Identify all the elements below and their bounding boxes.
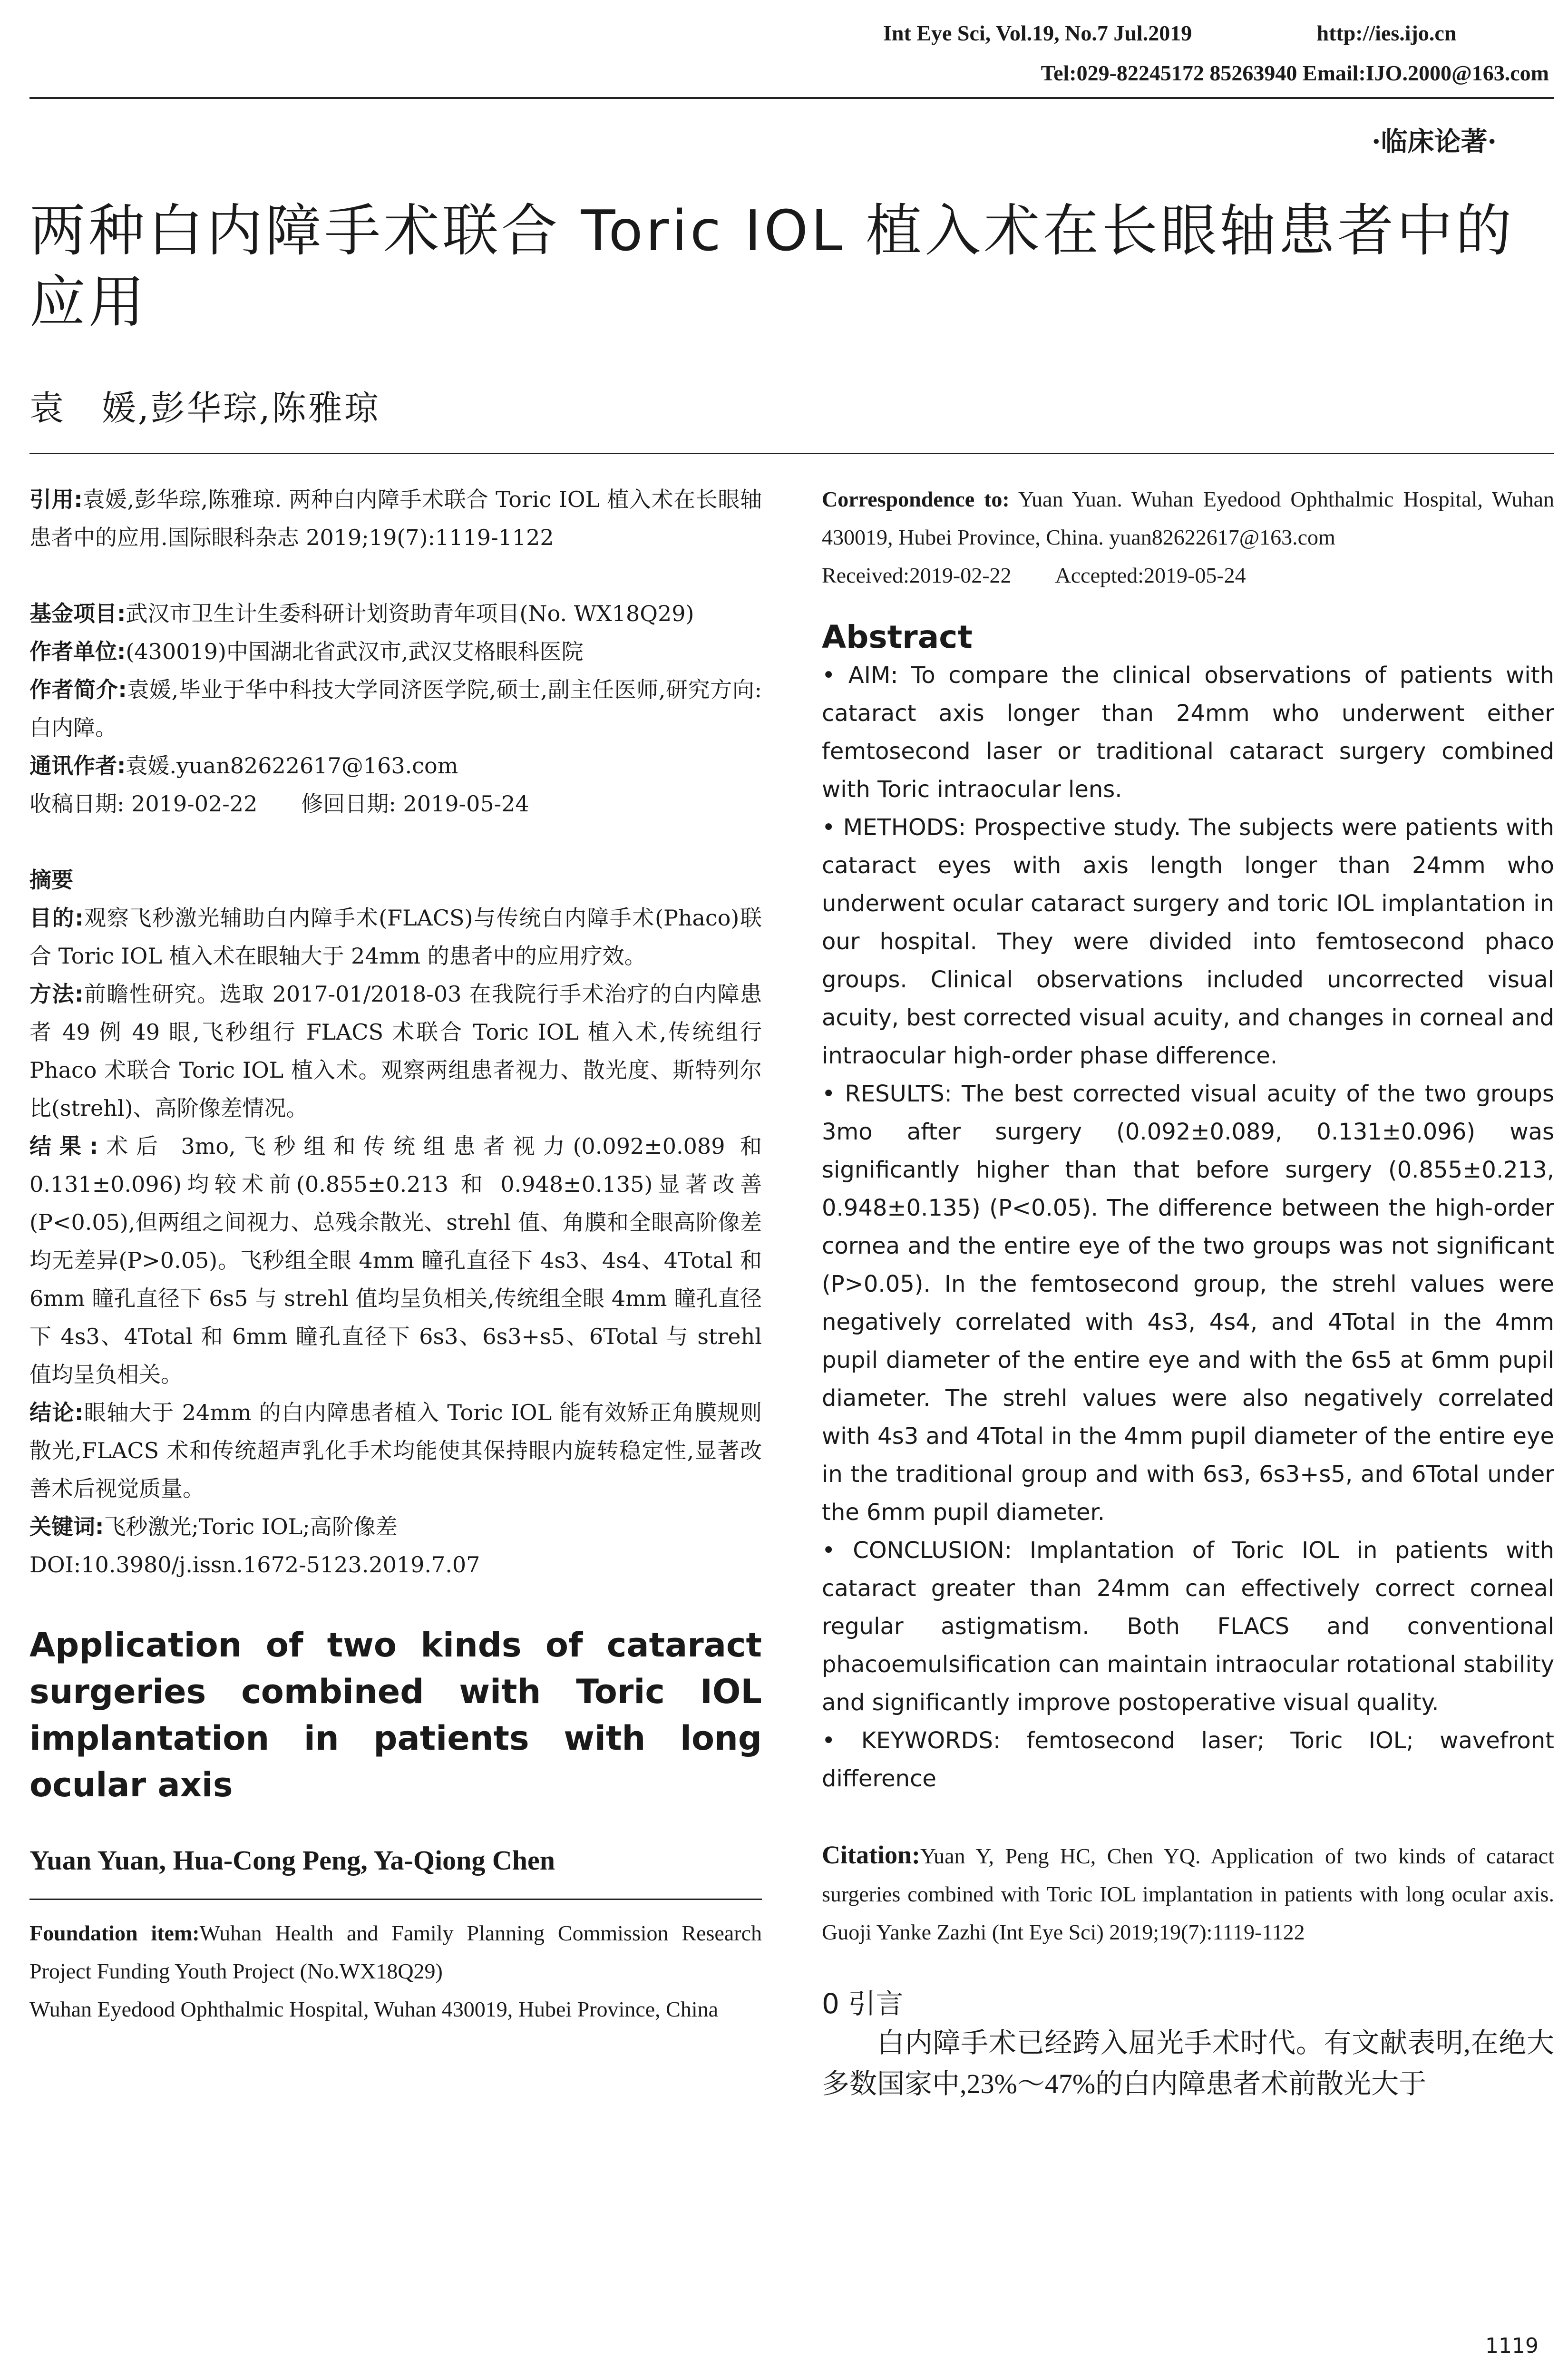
authors-cn: 袁 媛,彭华琮,陈雅琼 bbox=[29, 388, 380, 428]
english-title: Application of two kinds of cataract surgeries combined with Toric IOL implantation in patients with long ocular axis bbox=[29, 1626, 762, 1804]
right-column bbox=[822, 480, 1554, 2104]
keywords-en: • KEYWORDS: femtosecond laser; Toric IOL; wavefront difference bbox=[822, 1727, 1554, 1792]
results-en: • RESULTS: The best corrected visual acuity of the two groups 3mo after surgery (0.092±0.089, 0.131±0.096) was significantly higher than that before surgery (0.855±0.213, 0.948±0.135) (P<0.05). The difference between the high-order cornea and the entire eye of the two groups was not significant (P>0.05). In the femtosecond group, the strehl values were negatively correlated with 4s3, 4s4, and 4Total in the 4mm pupil diameter of the entire eye and with the 6s5 at 6mm pupil diameter. The strehl values were also negatively correlated with 4s3 and 4Total in the 4mm pupil diameter of the entire eye in the traditional group and with 6s3, 6s3+s5, and 6Total under the 6mm pupil diameter. bbox=[822, 1081, 1554, 1526]
section-tag: ·临床论著· bbox=[1372, 126, 1497, 157]
english-authors: Yuan Yuan, Hua-Cong Peng, Ya-Qiong Chen bbox=[29, 1845, 555, 1876]
intro-paragraph: 白内障手术已经跨入屈光手术时代。有文献表明,在绝大多数国家中,23%～47%的白内障患者术前散光大于 bbox=[822, 2027, 1554, 2099]
citation-en: Citation:Yuan Y, Peng HC, Chen YQ. Application of two kinds of cataract surgeries combined with Toric IOL implantation in patients with long ocular axis. Guoji Yanke Zazhi (Int Eye Sci) 2019;19(7):1119-1122 bbox=[822, 1841, 1554, 1944]
left-column bbox=[29, 480, 762, 2028]
corr-cn: 通讯作者:袁媛.yuan82622617@163.com bbox=[29, 753, 458, 779]
fund-cn: 基金项目:武汉市卫生计生委科研计划资助青年项目(No. WX18Q29) bbox=[29, 601, 694, 626]
bio-cn: 作者简介:袁媛,毕业于华中科技大学同济医学院,硕士,副主任医师,研究方向:白内障。 bbox=[29, 677, 762, 740]
received-en: Received:2019-02-22 Accepted:2019-05-24 bbox=[822, 563, 1246, 587]
aim-en: • AIM: To compare the clinical observations of patients with cataract axis longer than 24mm who underwent either femtosecond laser or traditional cataract surgery combined with Toric intraocular lens. bbox=[822, 662, 1554, 803]
conclusion-en: • CONCLUSION: Implantation of Toric IOL in patients with cataract greater than 24mm can effectively correct corneal regular astigmatism. Both FLACS and conventional phacoemulsification can maintain intraocular rotational stability and significantly improve postoperative visual quality. bbox=[822, 1537, 1555, 1716]
result-cn: 结果:术后 3mo,飞秒组和传统组患者视力(0.092±0.089 和 0.131±0.096)均较术前(0.855±0.213 和 0.948±0.135)显著改善(P<0.05),但两组之间视力、总残余散光、strehl 值、角膜和全眼高阶像差均无差异(P>0.05)。飞秒组全眼 4mm 瞳孔直径下 4s3、4s4、4Total 和 6mm 瞳孔直径下 6s5 与 strehl 值均呈负相关,传统组全眼 4mm 瞳孔直径下 4s3、4Total 和 6mm 瞳孔直径下 6s3、6s3+s5、6Total 与 strehl 值均呈负相关。 bbox=[29, 1133, 762, 1387]
page-number: 1119 bbox=[1485, 2334, 1539, 2358]
journal-line: Int Eye Sci, Vol.19, No.7 Jul.2019 bbox=[883, 21, 1192, 45]
methods-en: • METHODS: Prospective study. The subjects were patients with cataract eyes with axis length longer than 24mm who underwent ocular cataract surgery and toric IOL implantation in our hospital. They were divided into femtosecond phaco groups. Clinical observations included uncorrected visual acuity, best corrected visual acuity, and changes in corneal and intraocular high-order phase difference. bbox=[822, 814, 1555, 1069]
abstract-head-cn: 摘要 bbox=[29, 867, 73, 893]
correspondence-en: Correspondence to: Yuan Yuan. Wuhan Eyedood Ophthalmic Hospital, Wuhan 430019, Hubei Province, China. yuan82622617@163.com bbox=[822, 487, 1555, 549]
article-title: 两种白内障手术联合 Toric IOL 植入术在长眼轴患者中的应用 bbox=[29, 198, 1515, 335]
doi[interactable]: DOI:10.3980/j.issn.1672-5123.2019.7.07 bbox=[29, 1552, 480, 1578]
intro-heading: 0 引言 bbox=[822, 1987, 904, 2020]
conclusion-cn: 结论:眼轴大于 24mm 的白内障患者植入 Toric IOL 能有效矫正角膜规则散光,FLACS 术和传统超声乳化手术均能使其保持眼内旋转稳定性,显著改善术后视觉质量。 bbox=[29, 1400, 762, 1501]
abstract-head-en: Abstract bbox=[822, 619, 973, 655]
header-rule bbox=[29, 97, 1554, 99]
journal-header bbox=[883, 19, 1549, 48]
foundation-en: Foundation item:Wuhan Health and Family Planning Commission Research Project Funding Youth Project (No.WX18Q29) bbox=[29, 1921, 762, 1983]
unit-cn: 作者单位:(430019)中国湖北省武汉市,武汉艾格眼科医院 bbox=[29, 639, 584, 664]
journal-url[interactable]: http://ies.ijo.cn bbox=[1316, 21, 1457, 45]
affiliation-en: Wuhan Eyedood Ophthalmic Hospital, Wuhan 430019, Hubei Province, China bbox=[29, 1997, 719, 2021]
keywords-cn: 关键词:飞秒激光;Toric IOL;高阶像差 bbox=[29, 1514, 398, 1539]
method-cn: 方法:前瞻性研究。选取 2017-01/2018-03 在我院行手术治疗的白内障患者 49 例 49 眼,飞秒组行 FLACS 术联合 Toric IOL 植入术,传统组行 Phaco 术联合 Toric IOL 植入术。观察两组患者视力、散光度、斯特列尔比(strehl)、高阶像差情况。 bbox=[29, 981, 762, 1121]
title-rule bbox=[29, 453, 1554, 454]
dates-cn: 收稿日期: 2019-02-22 修回日期: 2019-05-24 bbox=[29, 791, 529, 817]
journal-contact: Tel:029-82245172 85263940 Email:IJO.2000@163.com bbox=[1041, 61, 1549, 85]
citation-cn: 引用:袁媛,彭华琮,陈雅琼. 两种白内障手术联合 Toric IOL 植入术在长眼轴患者中的应用.国际眼科杂志 2019;19(7):1119-1122 bbox=[29, 487, 762, 550]
aim-cn: 目的:观察飞秒激光辅助白内障手术(FLACS)与传统白内障手术(Phaco)联合 Toric IOL 植入术在眼轴大于 24mm 的患者中的应用疗效。 bbox=[29, 905, 762, 969]
abstract-body-en bbox=[822, 656, 1554, 1798]
